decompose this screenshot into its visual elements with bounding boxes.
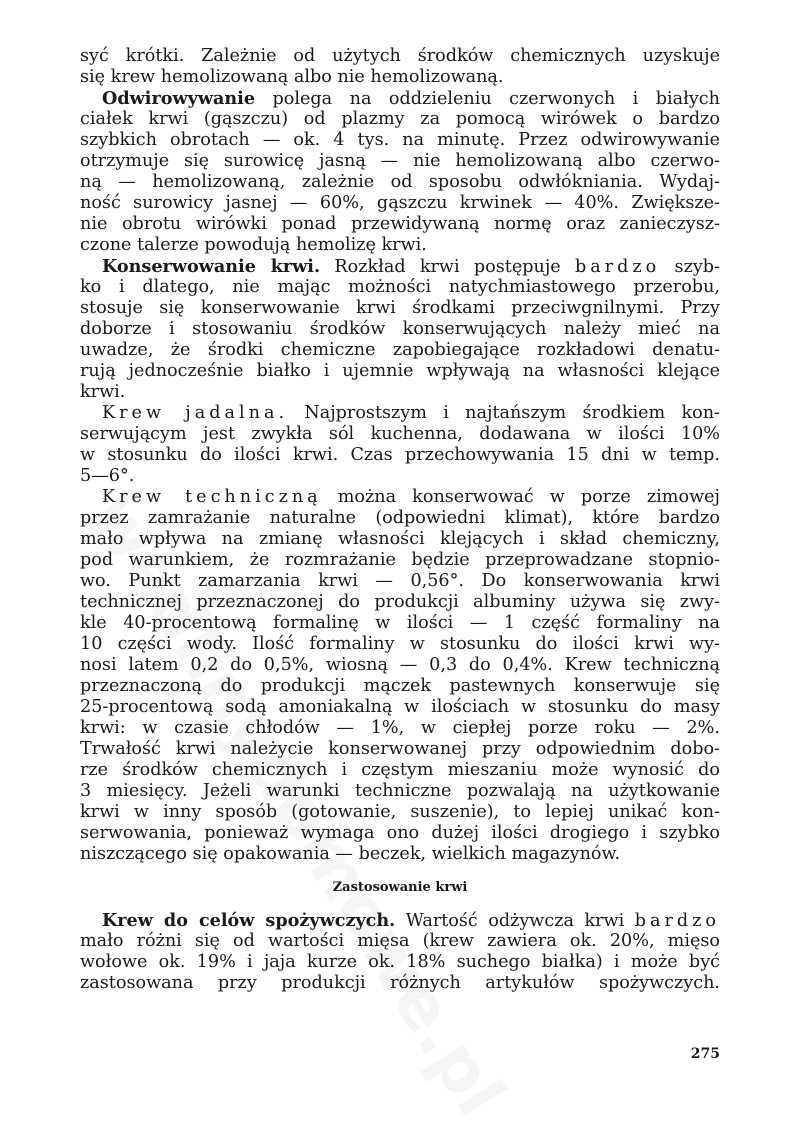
text-line: krwi w inny sposób (gotowanie, suszenie), to lepiej unikać kon- (80, 802, 720, 822)
paragraph-konserwowanie: Konserwowanie krwi. Rozkład krwi postępuje bardzo szyb- (102, 256, 720, 277)
text-line: 10 części wody. Ilość formaliny w stosunku do ilości krwi wy- (80, 634, 720, 654)
text-line: mało różni się od wartości mięsa (krew zawiera ok. 20%, mięso (80, 931, 720, 951)
text-line: Trwałość krwi należycie konserwowanej przy odpowiednim dobo- (80, 739, 720, 759)
text-line: krwi. (80, 382, 126, 402)
text-line: doborze i stosowaniu środków konserwujących należy mieć na (80, 319, 720, 339)
text-line: serwującym jest zwykła sól kuchenna, dodawana w ilości 10% (80, 424, 720, 444)
text-line: nie obrotu wirówki ponad przewidywaną normę oraz zanieczysz- (80, 214, 720, 234)
text-line: pod warunkiem, że rozmrażanie będzie przeprowadzane stopnio- (80, 550, 720, 570)
text-line: nosi latem 0,2 do 0,5%, wiosną — 0,3 do 0,4%. Krew techniczną (80, 655, 720, 675)
text-line: wołowe ok. 19% i jaja kurze ok. 18% suchego białka) i może być (80, 952, 720, 972)
paragraph-krew-spozywcza: Krew do celów spożywczych. Wartość odżywcza krwi bardzo (102, 910, 720, 931)
text-line: się krew hemolizowaną albo nie hemolizowaną. (80, 67, 504, 87)
text-line: czone talerze powodują hemolizę krwi. (80, 235, 427, 255)
text-line: 5—6°. (80, 466, 135, 486)
term-krew-spozywcza: Krew do celów spożywczych. (102, 910, 396, 931)
term-krew-jadalna: Krew jadalna. (102, 403, 289, 423)
text-line: ność surowicy jasnej — 60%, gąszczu krwinek — 40%. Zwiększe- (80, 193, 720, 213)
text-line: uwadze, że środki chemiczne zapobiegające rozkładowi denatu- (80, 340, 720, 360)
page-number: 275 (690, 1046, 720, 1062)
text-line: 25-procentową sodą amoniakalną w ilościach w stosunku do masy (80, 697, 720, 717)
text-line: niszczącego się opakowania — beczek, wielkich magazynów. (80, 844, 621, 864)
section-heading: Zastosowanie krwi (332, 880, 468, 895)
text-line: szybkich obrotach — ok. 4 tys. na minutę. Przez odwirowywanie (80, 130, 720, 150)
paragraph-krew-jadalna: Krew jadalna. Najprostszym i najtańszym środkiem kon- (102, 403, 720, 423)
paragraph-krew-techniczna: Krew techniczną można konserwować w porze zimowej (102, 487, 721, 507)
text-line: technicznej przeznaczonej do produkcji albuminy używa się zwy- (80, 592, 720, 612)
text-line: rze środków chemicznych i częstym mieszaniu może wynosić do (80, 760, 720, 780)
text-line: rują jednocześnie białko i ujemnie wpływają na własności klejące (80, 361, 720, 381)
text-line: przeznaczoną do produkcji mączek pastewnych konserwuje się (80, 676, 720, 696)
text-line: 3 miesięcy. Jeżeli warunki techniczne pozwalają na użytkowanie (80, 781, 720, 801)
term-odwirowywanie: Odwirowywanie (102, 88, 256, 109)
paragraph-odwirowywanie: Odwirowywanie polega na oddzieleniu czerwonych i białych (102, 88, 720, 109)
text-line: wo. Punkt zamarzania krwi — 0,56°. Do konserwowania krwi (80, 571, 720, 591)
text-line: w stosunku do ilości krwi. Czas przechowywania 15 dni w temp. (80, 445, 720, 465)
term-krew-techniczna: Krew techniczną (102, 487, 322, 507)
text-line: kle 40-procentową formalinę w ilości — 1 część formaliny na (80, 613, 720, 633)
document-page (80, 46, 720, 994)
text-line: przez zamrażanie naturalne (odpowiedni klimat), które bardzo (80, 508, 720, 528)
text-line: ciałek krwi (gąszczu) od plazmy za pomocą wirówek o bardzo (80, 109, 720, 129)
text-line: ną — hemolizowaną, zależnie od sposobu odwłókniania. Wydaj- (80, 172, 720, 192)
text-line: ko i dlatego, nie mając możności natychmiastowego przerobu, (80, 277, 720, 297)
text-line: syć krótki. Zależnie od użytych środków chemicznych uzyskuje (80, 46, 720, 66)
text-line: mało wpływa na zmianę własności klejących i skład chemiczny, (80, 529, 720, 549)
text-line: krwi: w czasie chłodów — 1%, w ciepłej porze roku — 2%. (80, 718, 720, 738)
text-line: zastosowana przy produkcji różnych artykułów spożywczych. (80, 973, 720, 993)
text-line: otrzymuje się surowicę jasną — nie hemolizowaną albo czerwo- (80, 151, 720, 171)
text-line: serwowania, ponieważ wymaga ono dużej ilości drogiego i szybko (80, 823, 720, 843)
term-konserwowanie: Konserwowanie krwi. (102, 256, 321, 277)
text-line: stosuje się konserwowanie krwi środkami przeciwgnilnymi. Przy (80, 298, 720, 318)
